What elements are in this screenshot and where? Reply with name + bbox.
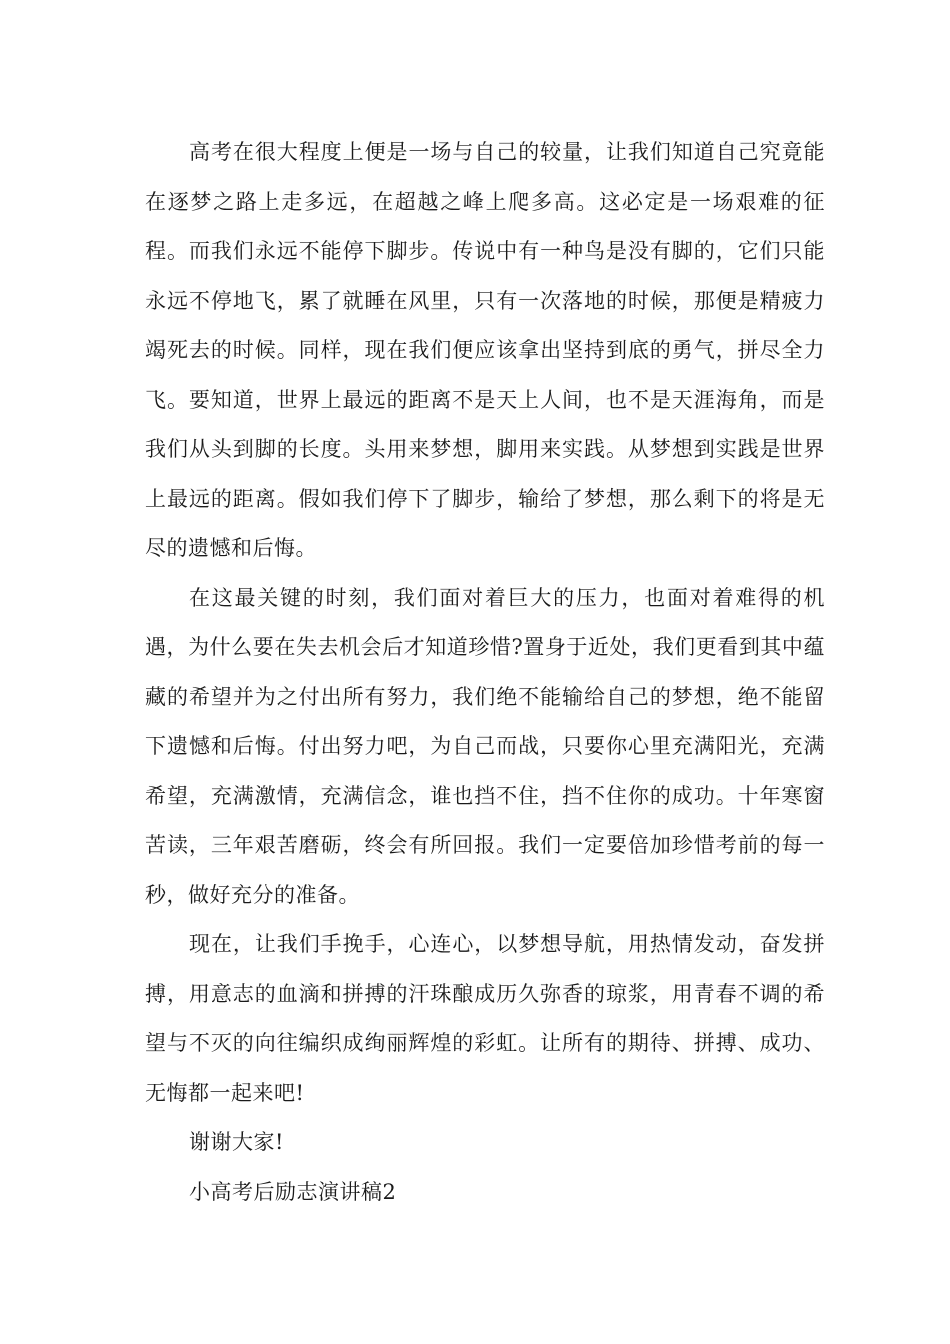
closing-thanks: 谢谢大家! xyxy=(189,1130,284,1154)
document-body xyxy=(145,128,825,1217)
paragraph-2: 在这最关键的时刻，我们面对着巨大的压力，也面对着难得的机遇，为什么要在失去机会后才知道珍惜?置身于近处，我们更看到其中蕴藏的希望并为之付出所有努力，我们绝不能输给自己的梦想，绝不能留下遗憾和后悔。付出努力吧，为自己而战，只要你心里充满阳光，充满希望，充满激情，充满信念，谁也挡不住，挡不住你的成功。十年寒窗苦读，三年艰苦磨砺，终会有所回报。我们一定要倍加珍惜考前的每一秒，做好充分的准备。 xyxy=(145,585,825,907)
paragraph-3: 现在，让我们手挽手，心连心，以梦想导航，用热情发动，奋发拼搏，用意志的血滴和拼搏的汗珠酿成历久弥香的琼浆，用青春不调的希望与不灭的向往编织成绚丽辉煌的彩虹。让所有的期待、拼搏、成功、无悔都一起来吧! xyxy=(145,932,825,1105)
paragraph-1: 高考在很大程度上便是一场与自己的较量，让我们知道自己究竟能在逐梦之路上走多远，在超越之峰上爬多高。这必定是一场艰难的征程。而我们永远不能停下脚步。传说中有一种鸟是没有脚的，它们只能永远不停地飞，累了就睡在风里，只有一次落地的时候，那便是精疲力竭死去的时候。同样，现在我们便应该拿出坚持到底的勇气，拼尽全力飞。要知道，世界上最远的距离不是天上人间，也不是天涯海角，而是我们从头到脚的长度。头用来梦想，脚用来实践。从梦想到实践是世界上最远的距离。假如我们停下了脚步，输给了梦想，那么剩下的将是无尽的遗憾和后悔。 xyxy=(145,140,825,560)
next-section-title: 小高考后励志演讲稿2 xyxy=(189,1179,397,1204)
